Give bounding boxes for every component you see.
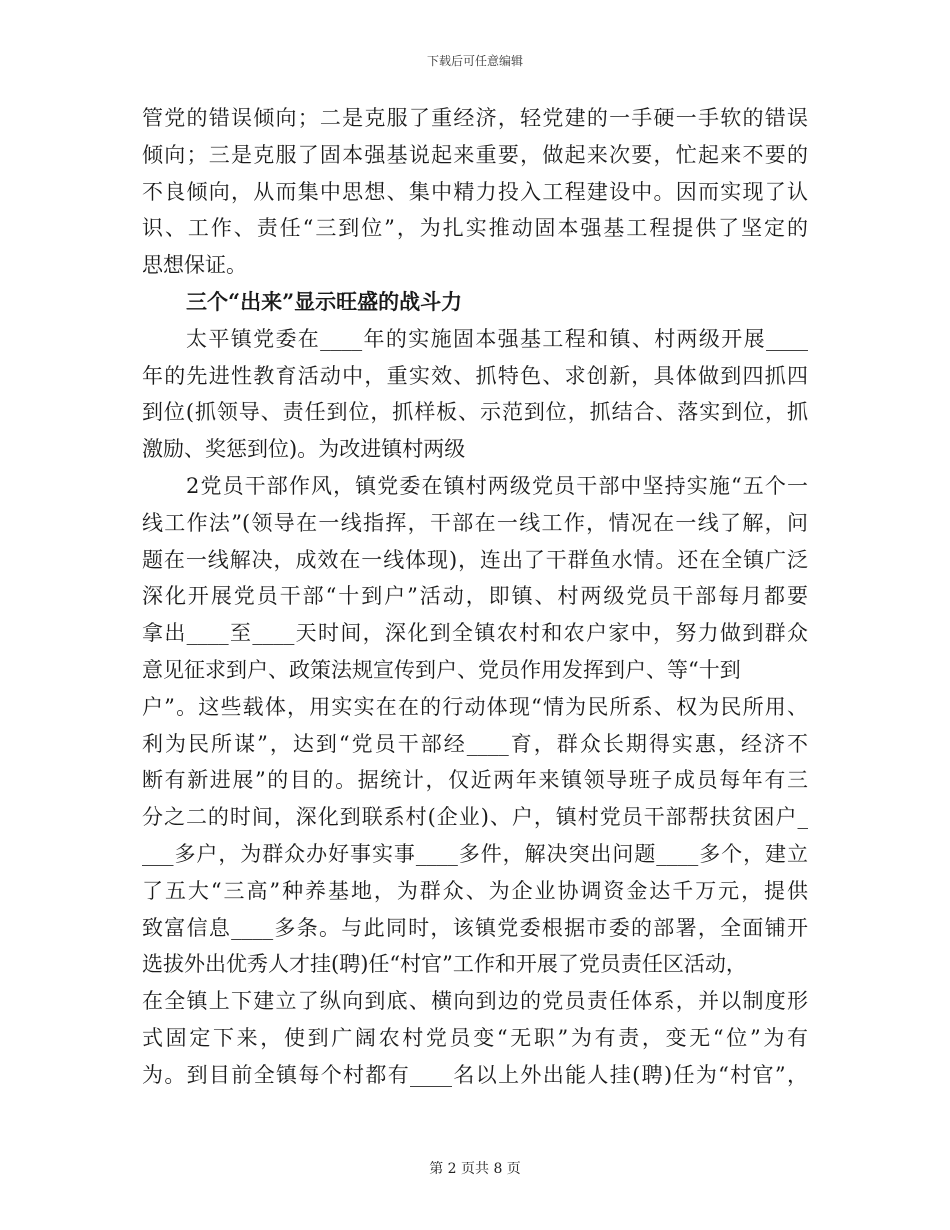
text-line: 思想保证。: [142, 253, 247, 278]
text-line: 致富信息____多条。与此同时，该镇党委根据市委的部署，全面铺开: [142, 915, 808, 940]
text-line: ___多户，为群众办好事实事____多件，解决突出问题____多个，建立: [142, 841, 808, 866]
text-line: 利为民所谋”，达到“党员干部经____育，群众长期得实惠，经济不: [142, 731, 808, 756]
text-line: 为。到目前全镇每个村都有____名以上外出能人挂(聘)任为“村官”，: [142, 1062, 808, 1087]
page-footer: 第 2 页共 8 页: [429, 1161, 521, 1177]
text-line: 题在一线解决，成效在一线体现)，连出了干群鱼水情。还在全镇广泛: [142, 547, 808, 572]
page-header: 下载后可任意编辑: [426, 54, 523, 68]
text-line: 管党的错误倾向；二是克服了重经济，轻党建的一手硬一手软的错误: [142, 106, 808, 130]
text-line: 识、工作、责任“三到位”，为扎实推动固本强基工程提供了坚定的: [142, 216, 808, 241]
text-line: 分之二的时间，深化到联系村(企业)、户，镇村党员干部帮扶贫困户_: [142, 805, 808, 830]
text-line: 断有新进展”的目的。据统计，仅近两年来镇领导班子成员每年有三: [142, 768, 808, 793]
section-heading: 三个“出来”显示旺盛的战斗力: [186, 288, 463, 314]
text-line: 式固定下来，使到广阔农村党员变“无职”为有责，变无“位”为有: [142, 1025, 808, 1050]
text-line: 户”。这些载体，用实实在在的行动体现“情为民所系、权为民所用、: [142, 694, 808, 719]
text-line: 拿出____至____天时间，深化到全镇农村和农户家中，努力做到群众: [142, 621, 808, 646]
text-line: 线工作法”(领导在一线指挥，干部在一线工作，情况在一线了解，问: [142, 510, 808, 535]
text-line: 2党员干部作风，镇党委在镇村两级党员干部中坚持实施“五个一: [186, 473, 808, 498]
text-line: 年的先进性教育活动中，重实效、抓特色、求创新，具体做到四抓四: [142, 363, 808, 388]
text-line: 意见征求到户、政策法规宣传到户、党员作用发挥到户、等“十到: [142, 657, 741, 682]
text-line: 了五大“三高”种养基地，为群众、为企业协调资金达千万元，提供: [142, 878, 808, 903]
text-line: 太平镇党委在____年的实施固本强基工程和镇、村两级开展____: [186, 326, 808, 351]
document-body: [142, 100, 808, 1094]
text-line: 激励、奖惩到位)。为改进镇村两级: [142, 437, 466, 462]
text-line: 不良倾向，从而集中思想、集中精力投入工程建设中。因而实现了认: [142, 179, 808, 204]
text-line: 深化开展党员干部“十到户”活动，即镇、村两级党员干部每月都要: [142, 584, 808, 609]
text-line: 到位(抓领导、责任到位，抓样板、示范到位，抓结合、落实到位，抓: [142, 400, 808, 425]
text-line: 选拔外出优秀人才挂(聘)任“村官”工作和开展了党员责任区活动，: [142, 952, 747, 977]
text-line: 倾向；三是克服了固本强基说起来重要，做起来次要，忙起来不要的: [142, 142, 808, 167]
text-line: 在全镇上下建立了纵向到底、横向到边的党员责任体系，并以制度形: [142, 989, 808, 1014]
